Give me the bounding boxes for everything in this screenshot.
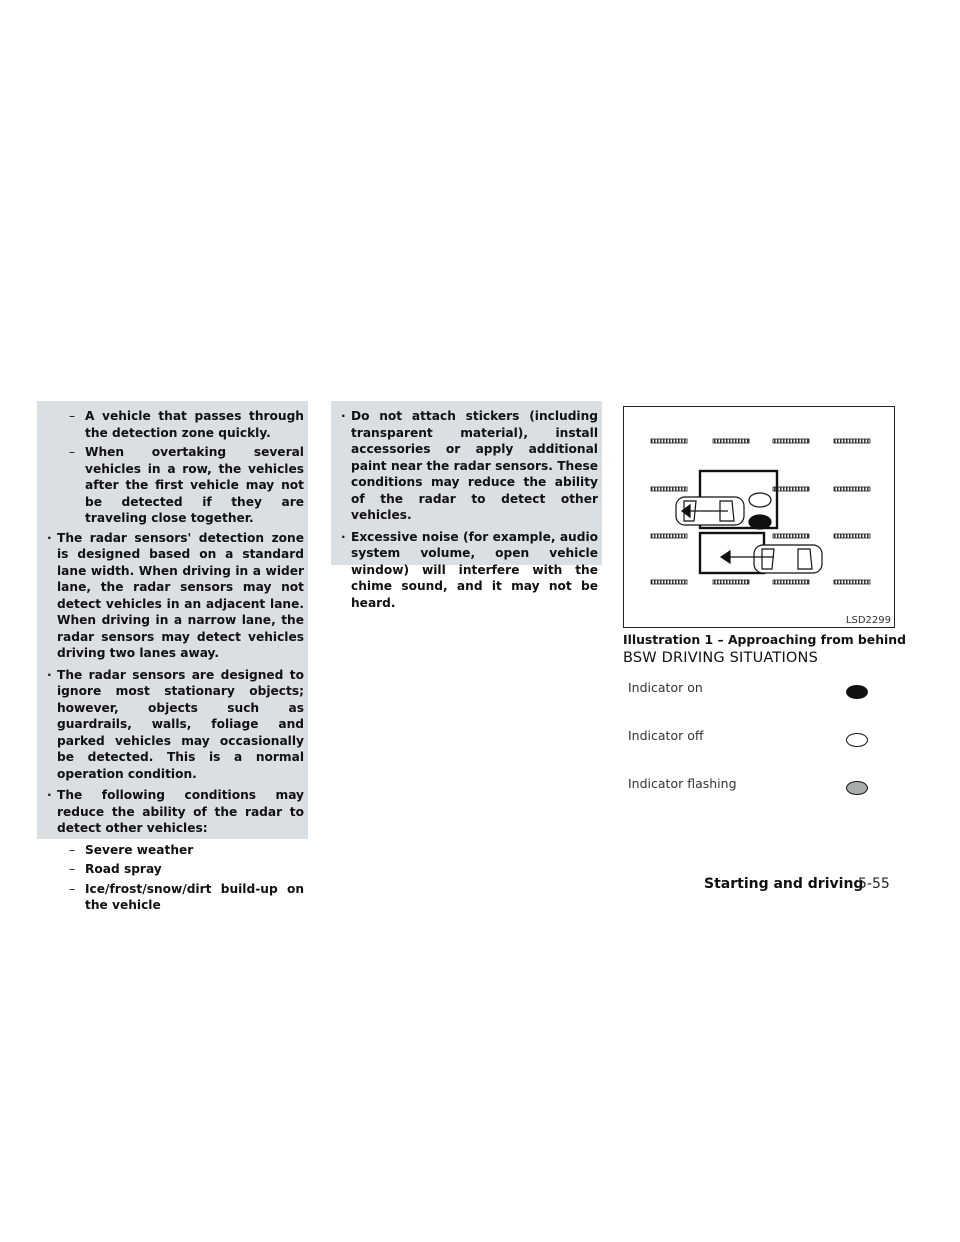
dash-mark: –	[69, 842, 76, 857]
warning-box-left	[37, 401, 308, 912]
item-text: The radar sensors' detection zone is designed based on a standard lane width. When driving in a wider lane, the radar sensors may not detect vehicles in an adjacent lane. When driving in a narrow lane, the radar sensors may detect vehicles driving two lanes away.	[57, 530, 304, 660]
sub-item	[47, 881, 304, 914]
legend-row-flashing	[628, 776, 878, 796]
item-text: The radar sensors are designed to ignore most stationary objects; however, objects such as guardrails, walls, foliage and parked vehicles may occasionally be detected. This is a normal operation condition.	[57, 667, 304, 781]
indicator-on-icon	[749, 515, 771, 529]
indicator-on-icon	[846, 685, 868, 699]
item-text: The following conditions may reduce the ability of the radar to detect other vehicles:	[57, 788, 304, 835]
illustration-caption: Illustration 1 – Approaching from behind	[623, 632, 906, 647]
bullet-mark: ·	[341, 529, 346, 544]
bullet-item	[47, 667, 304, 783]
item-text: Road spray	[85, 862, 162, 876]
bullet-item	[47, 530, 304, 662]
bsw-illustration	[623, 406, 895, 628]
bullet-item	[341, 408, 598, 524]
indicator-off-icon	[846, 733, 868, 747]
sub-item	[47, 842, 304, 859]
dash-mark: –	[69, 409, 76, 423]
legend-row-off	[628, 728, 878, 748]
item-text: When overtaking several vehicles in a row, the vehicles after the first vehicle may not be detected if they are traveling close together.	[85, 445, 304, 525]
sub-item	[47, 408, 304, 441]
bullet-item	[341, 529, 598, 612]
warning-box-right	[331, 401, 602, 610]
item-text: Excessive noise (for example, audio system volume, open vehicle window) will interfere with the chime sound, and it may not be heard.	[351, 529, 598, 610]
dash-mark: –	[69, 862, 76, 876]
footer-page-number: 5-55	[858, 876, 890, 892]
bullet-mark: ·	[47, 667, 52, 682]
approaching-vehicle-icon	[721, 545, 822, 573]
item-text: Ice/frost/snow/dirt build-up on the vehicle	[85, 881, 304, 912]
sub-item	[47, 444, 304, 527]
road-diagram	[624, 407, 894, 627]
dash-mark: –	[69, 881, 76, 896]
bullet-mark: ·	[47, 788, 52, 802]
legend-row-on	[628, 680, 878, 700]
dash-mark: –	[69, 445, 76, 459]
legend-label: Indicator off	[628, 728, 704, 743]
item-text: A vehicle that passes through the detection zone quickly.	[85, 409, 304, 440]
indicator-flashing-icon	[846, 781, 868, 795]
bullet-item	[47, 787, 304, 837]
legend-label: Indicator on	[628, 680, 703, 695]
own-vehicle-icon	[676, 497, 744, 525]
item-text: Do not attach stickers (including transparent material), install accessories or apply additional paint near the radar sensors. These conditions may reduce the ability of the radar to detect other vehicles.	[351, 409, 598, 522]
section-title: BSW DRIVING SITUATIONS	[623, 650, 818, 666]
indicator-off-icon	[749, 493, 771, 507]
item-text: Severe weather	[85, 842, 194, 857]
bullet-mark: ·	[341, 409, 346, 423]
bullet-mark: ·	[47, 530, 52, 545]
sub-item	[47, 861, 304, 878]
footer-chapter-title: Starting and driving	[704, 876, 864, 892]
legend-label: Indicator flashing	[628, 776, 737, 791]
illustration-code: LSD2299	[845, 615, 891, 626]
